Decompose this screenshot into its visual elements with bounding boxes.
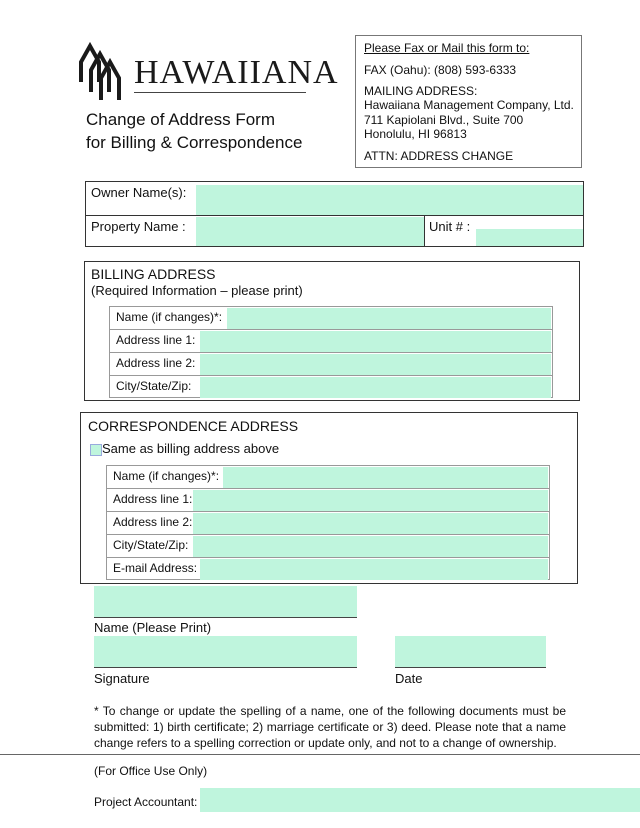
office-use-label: (For Office Use Only) [94,764,208,778]
logo-underline [134,92,306,93]
billing-table [109,306,553,398]
signature-label: Signature [94,671,150,686]
mail-heading: Please Fax or Mail this form to: [364,41,530,55]
brand-wordmark: HAWAIIANA [134,54,339,91]
fax-number: FAX (Oahu): (808) 593-6333 [364,63,517,77]
company-name: Hawaiiana Management Company, Ltd. [364,98,574,112]
billing-city-label: City/State/Zip: [116,379,192,393]
unit-label: Unit # : [429,219,471,234]
city-address: Honolulu, HI 96813 [364,127,467,141]
table-row [107,535,549,558]
mailing-label: MAILING ADDRESS: [364,84,478,98]
form-title-line1: Change of Address Form [86,110,275,129]
corr-address1-label: Address line 1: [113,492,193,506]
billing-address-section [84,261,580,401]
table-row [110,353,552,376]
printed-name-line [94,617,357,618]
correspondence-address-section [80,412,578,584]
correspondence-heading: CORRESPONDENCE ADDRESS [88,418,299,434]
signature-line [94,667,357,668]
table-row [107,489,549,512]
corr-email-label: E-mail Address: [113,561,198,575]
company-logo [78,40,339,102]
corr-email-field[interactable] [200,559,548,580]
same-as-billing-checkbox[interactable] [90,444,102,456]
billing-address2-label: Address line 2: [116,356,196,370]
corr-name-field[interactable] [223,467,548,488]
owner-row-divider [86,215,583,216]
fax-mail-instructions [355,35,582,168]
printed-name-label: Name (Please Print) [94,620,212,635]
signature-field[interactable] [94,636,357,667]
name-change-footnote: * To change or update the spelling of a name, one of the following documents must be submitted: 1) birth certificate; 2) marriage certificate or 3) deed. Please note that a name change refers to a spelling correction or update only, and not to a change of ownership. [94,704,566,750]
attn-line: ATTN: ADDRESS CHANGE [364,149,514,163]
billing-city-field[interactable] [200,377,551,398]
office-divider [0,754,640,755]
project-accountant-field[interactable] [200,788,640,812]
corr-address2-label: Address line 2: [113,515,193,529]
correspondence-table [106,465,550,580]
date-field[interactable] [395,636,546,667]
corr-address2-field[interactable] [193,513,548,534]
billing-address1-label: Address line 1: [116,333,196,347]
billing-name-field[interactable] [227,308,551,329]
table-row [110,376,552,398]
printed-name-field[interactable] [94,586,357,617]
street-address: 711 Kapiolani Blvd., Suite 700 [364,113,524,127]
table-row [110,330,552,353]
corr-address1-field[interactable] [193,490,548,511]
billing-address1-field[interactable] [200,331,551,352]
corr-city-field[interactable] [193,536,548,557]
corr-name-label: Name (if changes)*: [113,469,220,483]
unit-field[interactable] [476,229,583,246]
property-name-field[interactable] [196,217,424,246]
corr-city-label: City/State/Zip: [113,538,189,552]
owner-name-field[interactable] [196,185,583,215]
billing-heading: BILLING ADDRESS [91,266,216,282]
date-label: Date [395,671,423,686]
table-row [107,466,549,489]
billing-subheading: (Required Information – please print) [91,283,303,298]
property-name-label: Property Name : [91,219,186,234]
owner-property-section [85,181,584,247]
billing-address2-field[interactable] [200,354,551,375]
table-row [107,558,549,580]
form-title-line2: for Billing & Correspondence [86,133,303,152]
table-row [107,512,549,535]
project-accountant-label: Project Accountant: [94,795,198,809]
same-as-billing-label: Same as billing address above [102,441,280,456]
logo-mark-icon [78,40,128,102]
table-row [110,307,552,330]
unit-divider [424,215,425,247]
billing-name-label: Name (if changes)*: [116,310,223,324]
owner-name-label: Owner Name(s): [91,185,187,200]
date-line [395,667,546,668]
